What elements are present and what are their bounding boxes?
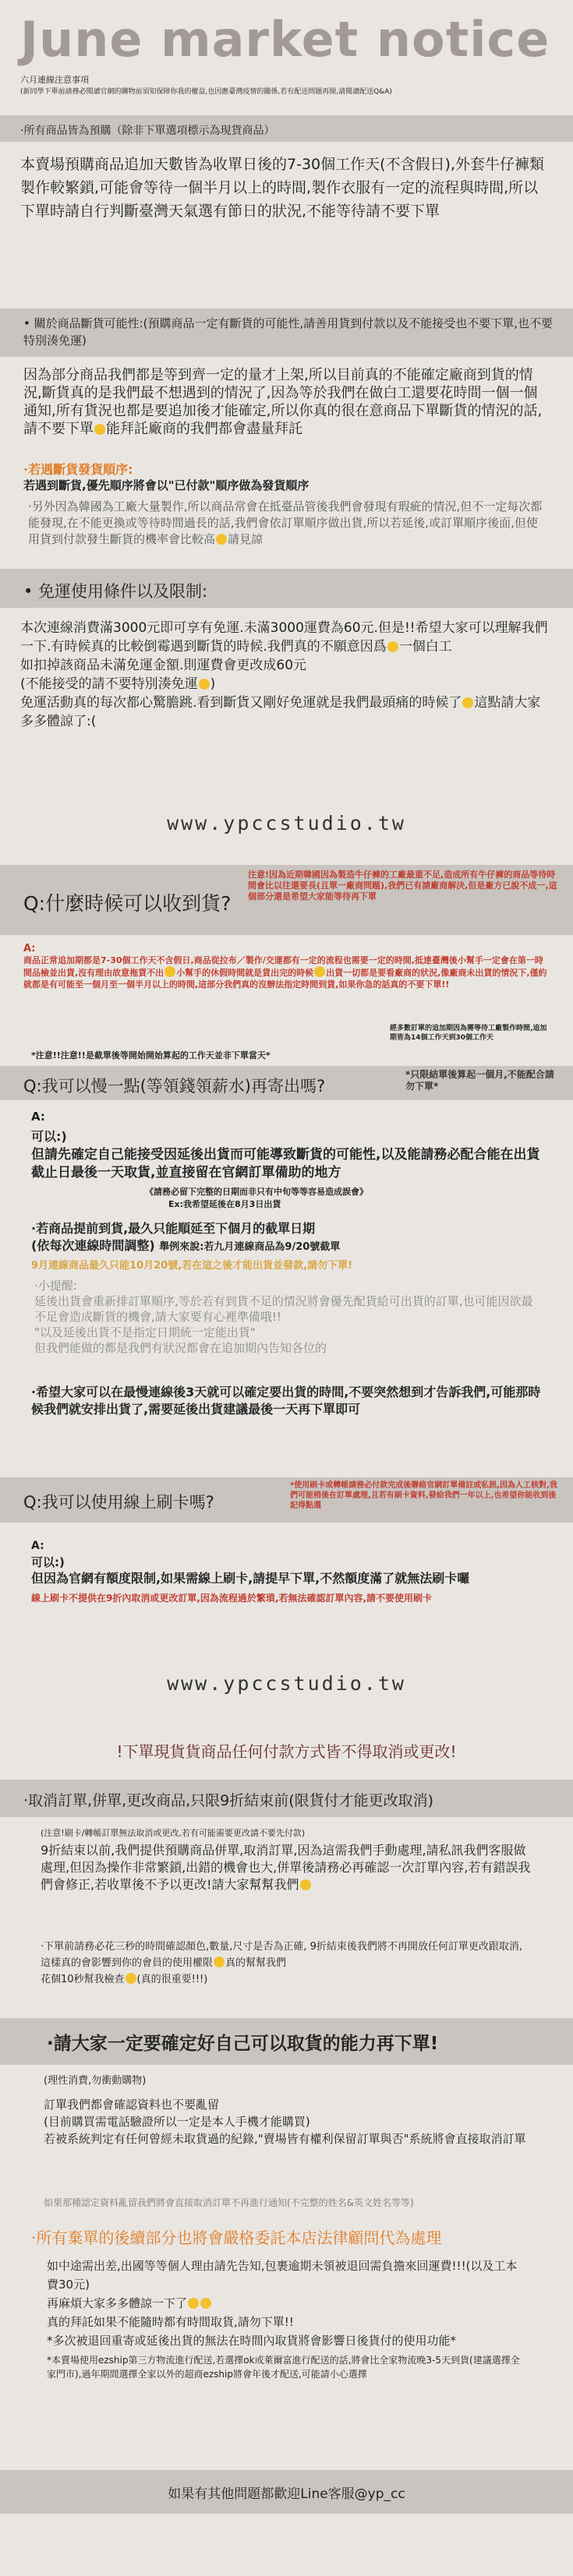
sec3-body-block — [0, 619, 573, 731]
qa2-reminder — [0, 1278, 573, 1356]
qa2-extension-example: 舉例來說:若九月連線商品為9/20號截單 — [159, 1241, 341, 1253]
sec3-body4: 免運活動真的每次都心驚膽跳.看到斷貨又剛好免運就是我們最頭痛的時候了 — [20, 695, 462, 711]
sec6-heading: ·所有棄單的後續部分也將會嚴格委託本店法律顧問代為處理 — [31, 2228, 442, 2247]
qa2-answer-yes: 可以:) — [31, 1129, 67, 1144]
sec3-heading: • 免運使用條件以及限制: — [23, 582, 208, 601]
sec1-body: 本賣場預購商品追加天數皆為收單日後的7-30個工作天(不含假日),外套牛仔褲類製作較繁鎖,可能會等待一個半月以上的時間,製作衣服有一定的流程與時間,所以下單時請自行判斷臺灣天氣選有節日的狀況,不能等待請不要下單 — [20, 156, 544, 220]
qa1-question: Q:什麼時候可以收到貨? — [23, 892, 232, 915]
qa1-answer — [0, 943, 573, 990]
sec3-body: 本次連線消費滿3000元即可享有免運.未滿3000運費為60元.但是!!希望大家可以理解我們一下.有時候真的比較倒霉遇到斷貨的時候.我們真的不願意因爲 — [20, 620, 548, 655]
qa1-answer-body-block — [23, 955, 550, 990]
smile-emoji-icon — [216, 534, 227, 545]
qa1-answer-body3: 出貨一切都是要看廠商的狀況,像廠商未出貨的情況下,僅約就都是有可能至一個月至一個半月以上的時間,這部分我們真的沒辦法指定時間到貨,如果你急的話真的不要下單!! — [23, 968, 547, 990]
qa1-answer-label: A: — [23, 943, 36, 955]
sec3-body4-tail: 這點請大家多多體諒了:( — [20, 695, 541, 729]
sec3-body3-tail: ) — [210, 676, 216, 692]
qa2-question: Q:我可以慢一點(等領錢領薪水)再寄出嗎? — [23, 1077, 326, 1096]
qa2-answer — [0, 1110, 573, 1182]
sec3-heading-bar — [0, 569, 573, 608]
sec4-body: 9折結束以前,我們提供預購商品併單,取消訂單,因為這需我們手動處理,請私訊我們客服做處理,但因為操作非常繁鎖,出錯的機會也大,併單後請務必再確認一次訂單內容,若有錯誤我們會修正,若收單後不予以更改!請大家幫幫我們 — [41, 1843, 531, 1892]
sec6-body — [0, 2257, 573, 2381]
qa2-reminder-tail: 但我們能做的都是我們有狀況都會在追加期內告知各位的 — [34, 1341, 327, 1355]
sec5-heading-bar — [0, 2018, 573, 2065]
sec3-body3: (不能接受的請不要特別湊免運 — [20, 676, 198, 692]
footer-contact[interactable]: 如果有其他問題都歡迎Line客服@yp_cc — [168, 2486, 405, 2502]
grin-emoji-icon-2 — [462, 697, 473, 708]
page-title: June market notice — [20, 11, 550, 68]
sec4-body-block — [0, 1842, 573, 1893]
qa2-date-note — [0, 1186, 573, 1211]
qa1-answer-body2: 小幫手的休假時間就是貨出完的時候 — [176, 968, 314, 978]
sec6-line2-row — [47, 2294, 526, 2313]
grin-emoji-icon-3 — [300, 1879, 311, 1890]
sec6-line3: 真的拜託如果不能隨時都有時間取貨,請勿下單!! — [47, 2315, 294, 2329]
qa3-answer — [0, 1540, 573, 1604]
sec5-line3: 若被系統判定有任何曾經未取貨過的紀錄,"賣場皆有權利保留訂單與否"系統將會直接取消訂單 — [44, 2132, 526, 2146]
sec3-body-mid: 一個白工 — [398, 639, 452, 655]
qa3-answer-label: A: — [31, 1540, 44, 1552]
qa2-date-example: Ex:我希望延後在8月3日出貨 — [168, 1199, 281, 1209]
sec2-body-tail: 能拜託廠商的我們都會盡量拜託 — [106, 421, 302, 437]
sec2-body-block — [0, 366, 573, 438]
qa2-bar — [0, 1066, 573, 1100]
sec5-sub: (理性消費,勿衝動購物) — [44, 2075, 147, 2087]
header — [0, 11, 573, 104]
wink-emoji-icon — [199, 679, 210, 690]
qa2-extension-deadline: 9月連線商品最久只能10月20號,若在這之後才能出貨並發款,請勿下單! — [31, 1260, 353, 1272]
sec5-body — [0, 2073, 573, 2147]
sweat-emoji-icon — [314, 966, 325, 977]
sec2-defect-block — [0, 499, 573, 548]
sec5-line1: 訂單我們都會確認資料也不要亂留 — [44, 2098, 220, 2112]
sec1-heading-bar — [0, 115, 573, 142]
sec4-check-end: (真的很重要!!!) — [136, 1974, 208, 1985]
qa2-extension-heading: ·若商品提前到貨,最久只能順延至下個月的截單日期 — [31, 1221, 316, 1236]
qa1-question-note: 注意!因為近期韓國因為製造牛仔褲的工廠最重不足,造成所有牛仔褲的商品等待時間會比以往還要長(且單一廠商問題),我們已有請廠商解決,但是廠方已說不成一,這個部分還是希望大家能等待再下單 — [248, 870, 557, 902]
subtitle: 六月連線注意事項 — [20, 75, 89, 85]
sec5-heading: ·請大家一定要確定好自己可以取貨的能力再下單! — [47, 2034, 439, 2054]
sec6-line5: *本賣場使用ezship第三方物流進行配送,若選擇ok或萊爾富進行配送的話,將會比全家物流晚3-5天到貨(建議選擇全家門市),過年期間選擇全家以外的超商ezship將會年後才配送,可能請小心選擇 — [47, 2355, 520, 2380]
qa3-answer-body: 但因為官網有額度限制,如果需線上刷卡,請提早下單,不然額度滿了就無法刷卡囉 — [31, 1571, 470, 1586]
qa2-answer-main: 但請先確定自己能接受因延後出貨而可能導致斷貨的可能性,以及能請務必配合能在出貨截止日最後一天取貨,並直接留在官網訂單備助的地方 — [31, 1147, 540, 1180]
qa3-bar — [0, 1477, 573, 1523]
subtitle-note: (新同學下單前請務必閱讀官網的購物前須知保障你我的權益,也因應臺灣疫情的關係,若有配送問題再開,請閱讀配送Q&A) — [20, 88, 392, 96]
footer-bar — [0, 2470, 573, 2514]
qa2-extension-sub — [31, 1237, 542, 1256]
grin-emoji-icon — [94, 424, 105, 435]
sec2-defect-tail: 請見諒 — [228, 532, 264, 546]
sec1-heading: ·所有商品皆為預購（除非下單選項標示為現貨商品） — [20, 125, 275, 137]
qa1-answer-body: 商品正常追加期都是7-30個工作天不含假日,商品從拉布／製作/交運都有一定的流程也需要一定的時間,抵達臺灣後小幫手一定會在第一時間品檢並出貨,沒有理由故意拖貨不出 — [23, 955, 543, 978]
grin-emoji-icon-4 — [214, 1957, 225, 1967]
qa1-attention: *注意!!注意!!是截單後等開始開始算起的工作天並非下單當天* — [31, 1050, 271, 1060]
grin-emoji-icon-6 — [200, 2298, 211, 2309]
qa2-reminder-quote: "以及延後出貨不是指定日期統一定能出貨" — [34, 1325, 256, 1339]
grin-emoji-icon-5 — [126, 1973, 136, 1984]
qa3-answer-yes: 可以:) — [31, 1555, 65, 1569]
qa2-reminder-heading: ·小提醒: — [34, 1279, 77, 1293]
sec4-check-tail: 花個10秒幫我檢查 — [41, 1974, 125, 1985]
no-cancel-notice: !下單現貨貨商品任何付款方式皆不得取消或更改! — [116, 1742, 457, 1761]
sec6-line1: 如中途需出差,出國等等個人理由請先告知,包裹逾期未領被退回需負擔來回運費!!!(以及工本費30元) — [47, 2259, 518, 2292]
sec5-line2: (目前購買需電話驗證所以一定是本人手機才能購買) — [44, 2115, 310, 2129]
sec3-body2: 如扣掉該商品未滿免運金額.則運費會更改成60元 — [20, 658, 307, 673]
laugh-emoji-icon — [387, 641, 398, 652]
qa2-extension-block — [0, 1220, 573, 1275]
sec2-heading: • 關於商品斷貨可能性:(預購商品一定有斷貨的可能性,請善用貨到付款以及不能接受也不要下單,也不要特別湊免運) — [23, 316, 554, 348]
sec6-line4: *多次被退回重寄或延後出貨的無法在時間內取貨將會影響日後貨付的使用功能* — [47, 2334, 457, 2348]
sec2-defect-body: ·另外因為韓國為工廠大量製作,所以商品常會在抵臺品管後我們會發現有瑕疵的情況,但不一定每次都能發現,在不能更換或等待時間過長的話,我們會依訂單順序做出貨,所以若延後,或訂單順序後面,但使用貨到付款發生斷貨的機率會比較高 — [28, 499, 543, 546]
qa3-answer-warning: 線上刷卡不提供在9折內取消或更改訂單,因為流程過於繁瑣,若無法確認訂單內容,請不要使用刷卡 — [31, 1593, 433, 1604]
sec4-check-mid: 真的幫幫我們 — [225, 1957, 287, 1969]
sec6-line2: 再麻煩大家多多體諒一下了 — [47, 2296, 188, 2310]
sec4-note: (注意!刷卡/轉帳訂單無法取消或更改,若有可能需要更改請不要先付款) — [41, 1828, 306, 1838]
qa2-question-note: *只限結單後算起一個月,不能配合請勿下單* — [405, 1069, 554, 1092]
sec2-body: 因為部分商品我們都是等到齊一定的量才上架,所以目前真的不能確定廠商到貨的情況,斷貨真的是我們最不想遇到的情況了,因為等於我們在做白工還要花時間一個一個通知,所有貨況也都是要追加後才能確定,所以你真的很在意商品下單斷貨的情況的話,請不要下單 — [23, 367, 543, 437]
sec4-heading: ·取消訂單,併單,更改商品,只限9折結束前(限貨付才能更改取消) — [23, 1792, 434, 1809]
website-url[interactable]: www.ypccstudio.tw — [167, 812, 406, 835]
sec4-check-block — [0, 1939, 573, 1988]
qa1-bar — [0, 865, 573, 935]
laugh-emoji-icon-2 — [164, 966, 175, 977]
website-url-2[interactable]: www.ypccstudio.tw — [167, 1672, 406, 1695]
sec4-check: ·下單前請務必花三秒的時間確認顏色,數量,尺寸是否為正確, 9折結束後我們將不再開放任何訂單更改跟取消,這樣真的會影響到你的會員的使用權限 — [41, 1941, 523, 1969]
sec2-heading-bar — [0, 309, 573, 357]
sec2-order-body: 若遇到斷貨,優先順序將會以"已付款"順序做為發貨順序 — [23, 478, 309, 492]
qa3-question-note: *使用刷卡或轉帳請務必付款完成後聯絡官網訂單備註或私訊,因為人工核對,我們可能稍後在訂單處理,且若有刷卡資料,發給我們一年以上,也希望你能收到後記得點選 — [290, 1481, 557, 1510]
sec4-heading-bar — [0, 1780, 573, 1817]
qa2-answer-body — [31, 1146, 542, 1182]
qa2-extension-subhead: (依每次連線時間調整) — [31, 1238, 155, 1253]
pray-emoji-icon — [188, 2298, 199, 2309]
qa2-reminder-body: 延後出貨會重新排訂單順序,等於若有到貨不足的情況將會優先配貨給可出貨的訂單,也可能因欲最不足會造成斷貨的機會,請大家要有心裡準備哦!! — [34, 1294, 533, 1324]
qa2-answer-label: A: — [31, 1110, 45, 1124]
sec2-order-heading: ·若遇斷貨發貨順序: — [23, 462, 133, 477]
sec5-gray-note: 如果那種認定資料亂留我們將會直接取消訂單不再進行通知(不完整的姓名&英文姓名等等) — [44, 2197, 414, 2208]
qa1-small-note: 經多數訂單的追加期因為需等待工廠製作時間,追加期皆為14個工作天到30個工作天 — [390, 1025, 547, 1042]
qa3-question: Q:我可以使用線上刷卡嗎? — [23, 1493, 214, 1512]
qa2-hope: ·希望大家可以在最慢連線後3天就可以確定要出貨的時間,不要突然想到才告訴我們,可能那時候我們就安排出貨了,需要延後出貨建議最後一天再下單即可 — [31, 1385, 541, 1417]
qa2-date-hint: 《請務必留下完整的日期而非只有中旬等等容易造成誤會》 — [145, 1187, 368, 1197]
